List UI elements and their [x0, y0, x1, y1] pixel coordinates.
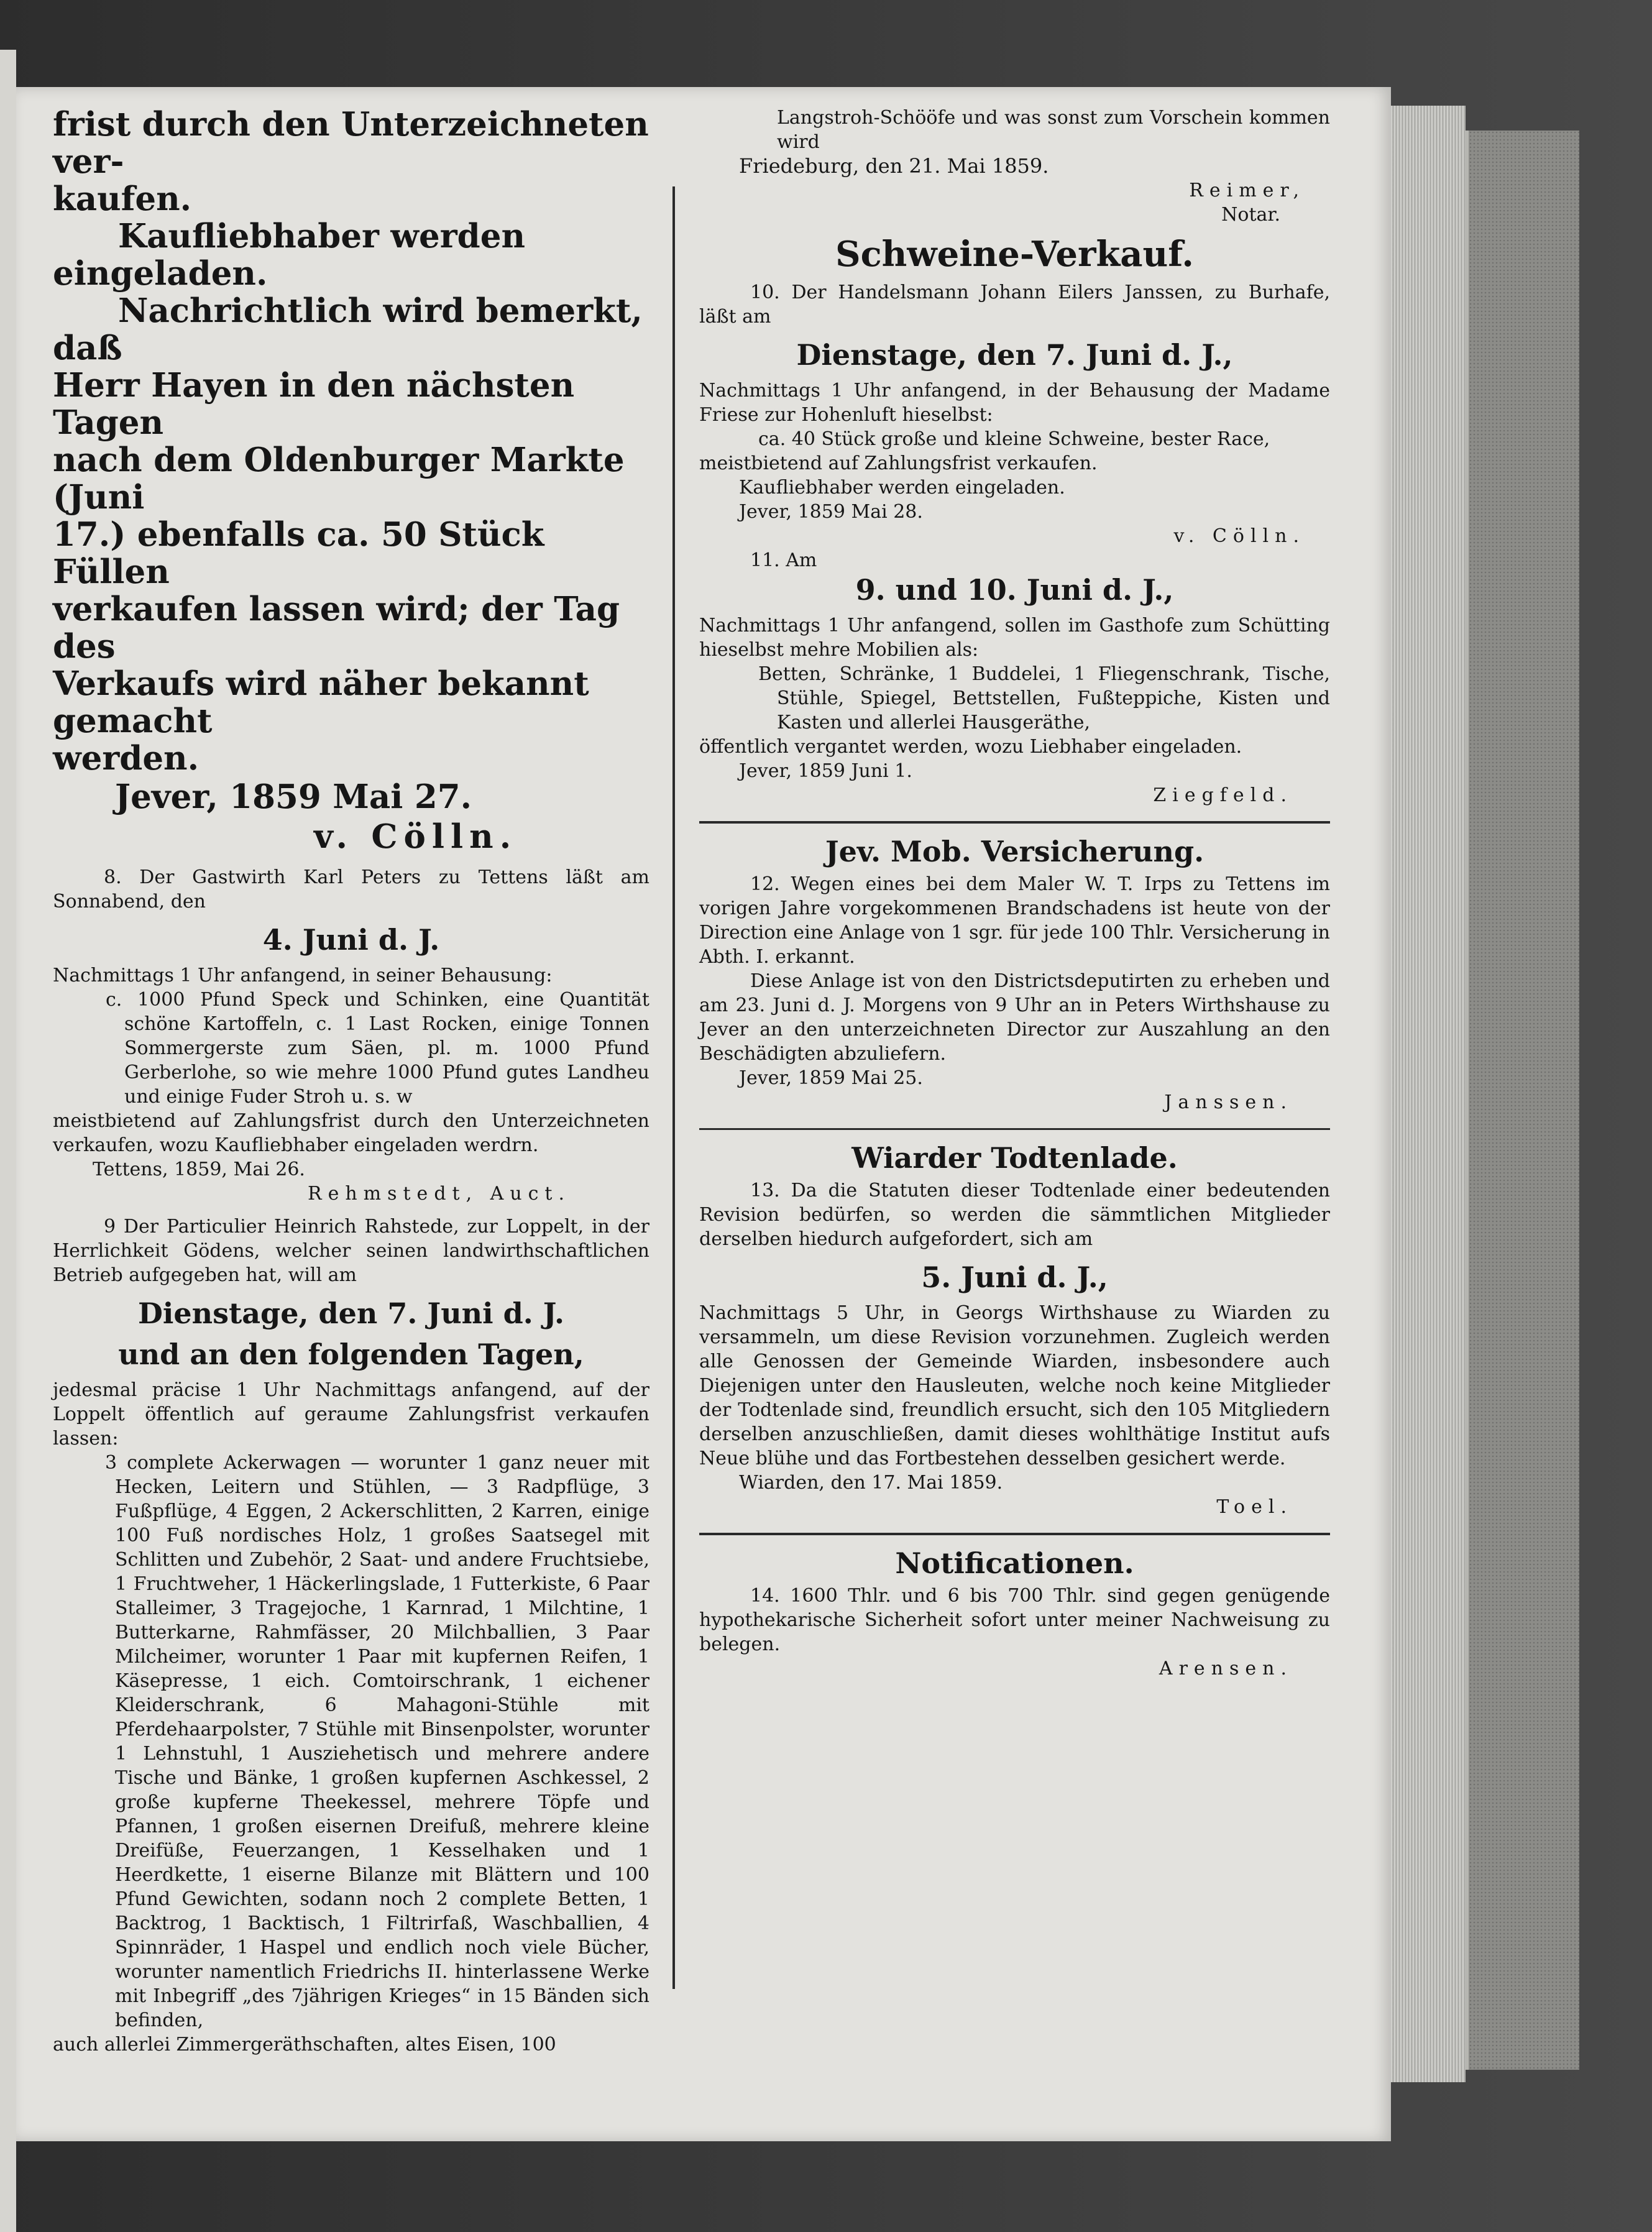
- notice-9-items: 3 complete Ackerwagen — worunter 1 ganz neuer mit Hecken, Leitern und Stühlen, — 3 Radpflüge, 3 Fußpflüge, 4 Eggen, 2 Ackerschlitten, 2 Karren, einige 100 Fuß nordisches Holz, 1 großes Saatsegel mit Schlitten und Zubehör, 2 Saat- und andere Fruchtsiebe, 1 Fruchtweher, 1 Häckerlingslade, 1 Futterkiste, 6 Paar Stalleimer, 3 Tragejoche, 1 Karnrad, 1 Milchtine, 1 Butterkarne, Rahmfässer, 20 Milchballien, 3 Paar Milcheimer, worunter 1 Paar mit kupfernen Reifen, 1 Käsepresse, 1 eich. Comtoirschrank, 1 eichener Kleiderschrank, 6 Mahagoni-Stühle mit Pferdehaarpolster, 7 Stühle mit Binsenpolster, worunter 1 Lehnstuhl, 1 Ausziehetisch und mehrere andere Tische und Bänke, 1 großen kupfernen Aschkessel, 2 große kupferne Theekessel, mehrere Töpfe und Pfannen, 1 großen eisernen Dreifuß, mehrere kleine Dreifüße, Feuerzangen, 1 Kesselhaken und 1 Heerdkette, 1 eiserne Bilanze mit Blättern und 100 Pfund Gewichten, sodann noch 2 complete Betten, 1 Backtrog, 1 Backtisch, 1 Filtrirfaß, Waschballien, 4 Spinnräder, 1 Haspel und endlich noch viele Bücher, worunter namentlich Friedrichs II. hinterlassene Werke mit Inbegriff „des 7jährigen Krieges“ in 15 Bänden sich befinden,: [105, 1452, 649, 2031]
- section-divider: [699, 821, 1330, 824]
- intro-line: nach dem Oldenburger Markte (Juni: [53, 441, 625, 517]
- notice-12-text-cont: Diese Anlage ist von den Districtsdeputirten zu erheben und am 23. Juni d. J. Morgens von 9 Uhr an in Peters Wirthshause zu Jever an den unterzeichneten Director zur Auszahlung an den Beschädigten abzuliefern.: [699, 970, 1330, 1065]
- notice-8-items: c. 1000 Pfund Speck und Schinken, eine Quantität schöne Kartoffeln, c. 1 Last Rocken, einige Tonnen Sommergerste zum Säen, pl. m. 1000 Pfund Gerberlohe, so wie mehre 1000 Pfund gutes Landheu und einige Fuder Stroh u. s. w: [106, 989, 649, 1108]
- intro-line: verkaufen lassen wird; der Tag des: [53, 590, 620, 666]
- intro-line: Herr Hayen in den nächsten Tagen: [53, 366, 575, 442]
- notice-13-date: 5. Juni d. J.,: [921, 1261, 1108, 1294]
- section-heading-schweine-verkauf: Schweine-Verkauf.: [835, 234, 1194, 275]
- intro-signer: v. Cölln.: [314, 817, 518, 856]
- intro-line: Kaufliebhaber werden eingeladen.: [53, 217, 525, 293]
- section-heading-todtenlade: Wiarder Todtenlade.: [851, 1141, 1178, 1175]
- notice-14-text: 14. 1600 Thlr. und 6 bis 700 Thlr. sind gegen genügende hypothekarische Sicherheit sofort unter meiner Nachweisung zu belegen.: [699, 1585, 1330, 1655]
- notice-10-date: Dienstage, den 7. Juni d. J.,: [796, 338, 1233, 372]
- notice-12-text: 12. Wegen eines bei dem Maler W. T. Irps zu Tettens im vorigen Jahre vorgekommenen Brandschadens ist heute von der Direction eine Anlage von 1 sgr. für jede 100 Thlr. Versicherung in Abth. I. erkannt.: [699, 873, 1330, 968]
- intro-line: Nachrichtlich wird bemerkt, daß: [53, 292, 643, 367]
- top-notice-signer-title: Notar.: [1221, 204, 1280, 226]
- top-notice-signer: Reimer,: [1189, 180, 1305, 201]
- notice-10-text: 10. Der Handelsmann Johann Eilers Janssen, zu Burhafe, läßt am: [699, 282, 1330, 328]
- notice-10-signer: v. Cölln.: [1173, 525, 1305, 547]
- notice-11-text: 11. Am: [750, 549, 817, 571]
- intro-line: Verkaufs wird näher bekannt gemacht: [53, 664, 589, 740]
- notice-11-signer: Ziegfeld.: [1153, 784, 1293, 806]
- notice-14-signer: Arensen.: [1159, 1658, 1293, 1679]
- notice-8-date: 4. Juni d. J.: [262, 923, 440, 957]
- section-divider: [699, 1533, 1330, 1535]
- notice-13-signer: Toel.: [1216, 1496, 1293, 1518]
- notice-11-terms: öffentlich vergantet werden, wozu Liebhaber eingeladen.: [699, 736, 1242, 758]
- intro-line: werden.: [53, 739, 200, 778]
- notice-8-terms: meistbietend auf Zahlungsfrist durch den Unterzeichneten verkaufen, wozu Kaufliebhaber eingeladen werdrn.: [53, 1110, 649, 1156]
- notice-10-items: ca. 40 Stück große und kleine Schweine, bester Race,: [758, 428, 1270, 450]
- section-divider: [699, 1128, 1330, 1130]
- notice-11-place-date: Jever, 1859 Juni 1.: [739, 760, 912, 782]
- facing-page-edge: [0, 50, 16, 2232]
- column-divider: [672, 186, 675, 1989]
- notice-9-terms: jedesmal präcise 1 Uhr Nachmittags anfangend, auf der Loppelt öffentlich auf geraume Zahlungsfrist verkaufen lassen:: [53, 1379, 649, 1449]
- intro-line: frist durch den Unterzeichneten ver-: [53, 105, 649, 181]
- notice-11-items: Betten, Schränke, 1 Buddelei, 1 Fliegenschrank, Tische, Stühle, Spiegel, Bettstellen, Fußteppiche, Kisten und Kasten und allerlei Hausgeräthe,: [758, 663, 1330, 733]
- notice-10-terms: meistbietend auf Zahlungsfrist verkaufen.: [699, 452, 1098, 474]
- notice-8-place-date: Tettens, 1859, Mai 26.: [93, 1159, 305, 1180]
- notice-11-date: 9. und 10. Juni d. J.,: [855, 573, 1174, 607]
- notice-8-signer: Rehmstedt, Auct.: [308, 1183, 571, 1205]
- intro-line: kaufen.: [53, 180, 192, 218]
- notice-13-text: 13. Da die Statuten dieser Todtenlade einer bedeutenden Revision bedürfen, so werden die sämmtlichen Mitglieder derselben hiedurch aufgefordert, sich am: [699, 1180, 1330, 1250]
- notice-8-text: 8. Der Gastwirth Karl Peters zu Tettens läßt am Sonnabend, den: [53, 866, 649, 912]
- right-column: [699, 106, 1330, 1681]
- notice-11-time: Nachmittags 1 Uhr anfangend, sollen im Gasthofe zum Schütting hieselbst mehre Mobilien als:: [699, 615, 1330, 661]
- book-cover: [1466, 131, 1579, 2070]
- notice-13-text-cont: Nachmittags 5 Uhr, in Georgs Wirthshause zu Wiarden zu versammeln, um diese Revision vorzunehmen. Zugleich werden alle Genossen der Gemeinde Wiarden, insbesondere auch Diejenigen unter den Hausleuten, welche noch keine Mitglieder der Todtenlade sind, freundlich ersucht, sich den 105 Mitgliedern derselben anzuschließen, damit dieses wohlthätige Institut aufs Neue blühe und das Fortbestehen desselben gesichert werde.: [699, 1302, 1330, 1469]
- notice-12-signer: Janssen.: [1164, 1091, 1293, 1113]
- intro-line: 17.) ebenfalls ca. 50 Stück Füllen: [53, 515, 544, 591]
- notice-10-place-date: Jever, 1859 Mai 28.: [739, 501, 923, 523]
- notice-10-invite: Kaufliebhaber werden eingeladen.: [739, 477, 1065, 498]
- notice-8-time: Nachmittags 1 Uhr anfangend, in seiner Behausung:: [53, 965, 553, 986]
- notice-10-time: Nachmittags 1 Uhr anfangend, in der Behausung der Madame Friese zur Hohenluft hieselbst:: [699, 380, 1330, 426]
- top-notice-text: Langstroh-Schööfe und was sonst zum Vorschein kommen wird: [777, 107, 1330, 153]
- page-stack-edges: [1391, 106, 1466, 2082]
- intro-date: Jever, 1859 Mai 27.: [115, 778, 472, 816]
- notice-9-date: Dienstage, den 7. Juni d. J.: [138, 1297, 564, 1330]
- section-heading-notificationen: Notificationen.: [895, 1546, 1134, 1580]
- notice-9-date-cont: und an den folgenden Tagen,: [118, 1338, 584, 1371]
- notice-13-place-date: Wiarden, den 17. Mai 1859.: [739, 1472, 1003, 1494]
- left-column: [53, 106, 649, 2057]
- notice-12-place-date: Jever, 1859 Mai 25.: [739, 1067, 923, 1089]
- notice-9-text: 9 Der Particulier Heinrich Rahstede, zur Loppelt, in der Herrlichkeit Gödens, welcher seinen landwirthschaftlichen Betrieb aufgegeben hat, will am: [53, 1216, 649, 1286]
- section-heading-versicherung: Jev. Mob. Versicherung.: [825, 835, 1205, 868]
- notice-9-tail: auch allerlei Zimmergeräthschaften, altes Eisen, 100: [53, 2034, 556, 2055]
- top-notice-place-date: Friedeburg, den 21. Mai 1859.: [739, 154, 1049, 178]
